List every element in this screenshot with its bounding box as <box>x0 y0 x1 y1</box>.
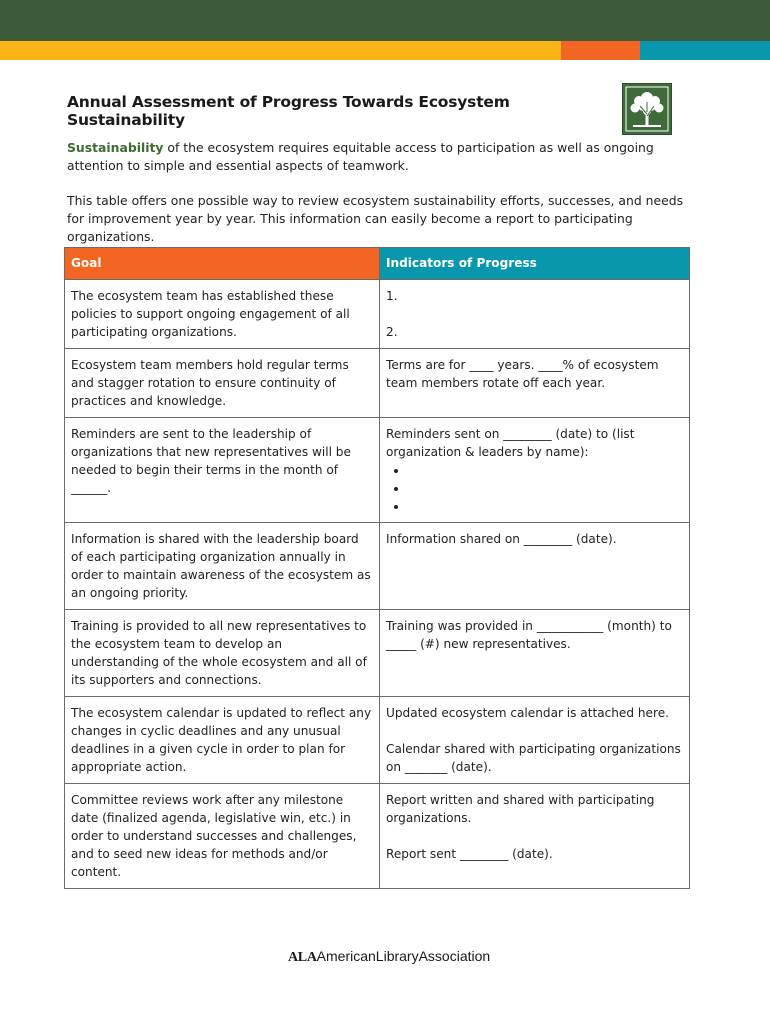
bullet-item <box>408 479 683 497</box>
intro-paragraph-1 <box>67 139 687 175</box>
goal-cell: The ecosystem team has established these policies to support ongoing engagement of all participating organizations. <box>65 280 380 349</box>
header-band <box>0 0 770 41</box>
indicators-column-header: Indicators of Progress <box>380 248 690 280</box>
table-row <box>65 280 690 349</box>
bullet-item <box>408 461 683 479</box>
ala-name: AmericanLibraryAssociation <box>316 948 491 964</box>
ala-abbreviation: ALA <box>288 950 317 965</box>
reminders-text: Reminders sent on ________ (date) to (list organization & leaders by name): <box>386 427 635 459</box>
indicator-cell <box>380 697 690 784</box>
leaders-bullet-list <box>386 461 683 515</box>
page-title: Annual Assessment of Progress Towards Ecosystem Sustainability <box>67 93 510 129</box>
bullet-item <box>408 497 683 515</box>
table-row <box>65 784 690 889</box>
intro-paragraph-1-text: of the ecosystem requires equitable access to participation as well as ongoing attention to simple and essential aspects of teamwork. <box>67 140 654 173</box>
tree-icon <box>622 83 672 135</box>
table-row <box>65 349 690 418</box>
indicator-item-1: Updated ecosystem calendar is attached here. <box>386 706 669 720</box>
indicator-item-2: 2. <box>386 325 398 339</box>
orange-stripe <box>561 41 640 60</box>
sustainability-keyword: Sustainability <box>67 140 164 155</box>
goal-cell: Training is provided to all new representatives to the ecosystem team to develop an understanding of the whole ecosystem and all of its supporters and connections. <box>65 610 380 697</box>
indicator-cell: Terms are for ____ years. ____% of ecosystem team members rotate off each year. <box>380 349 690 418</box>
intro-paragraph-2: This table offers one possible way to review ecosystem sustainability efforts, successes, and needs for improvement year by year. This information can easily become a report to participating organizations. <box>67 193 684 244</box>
indicator-item-1: 1. <box>386 289 398 303</box>
indicator-cell <box>380 784 690 889</box>
goal-cell: Reminders are sent to the leadership of organizations that new representatives will be needed to begin their terms in the month of ______. <box>65 418 380 523</box>
indicator-item-2: Calendar shared with participating organizations on _______ (date). <box>386 742 681 774</box>
indicator-item-2: Report sent ________ (date). <box>386 847 553 861</box>
goal-column-header: Goal <box>65 248 380 280</box>
table-row <box>65 610 690 697</box>
goal-cell: Committee reviews work after any milestone date (finalized agenda, legislative win, etc.) in order to understand successes and challenges, and to seed new ideas for methods and/or content. <box>65 784 380 889</box>
table-header-row <box>65 248 690 280</box>
indicator-cell <box>380 280 690 349</box>
goal-cell: Information is shared with the leadership board of each participating organization annually in order to maintain awareness of the ecosystem as an ongoing priority. <box>65 523 380 610</box>
teal-stripe <box>640 41 770 60</box>
indicator-cell <box>380 418 690 523</box>
table-row <box>65 418 690 523</box>
table-row <box>65 523 690 610</box>
indicator-cell: Information shared on ________ (date). <box>380 523 690 610</box>
yellow-stripe <box>0 41 561 60</box>
goal-cell: Ecosystem team members hold regular terms and stagger rotation to ensure continuity of practices and knowledge. <box>65 349 380 418</box>
goal-cell: The ecosystem calendar is updated to reflect any changes in cyclic deadlines and any unusual deadlines in a given cycle in order to plan for appropriate action. <box>65 697 380 784</box>
ala-footer-logo <box>288 948 490 966</box>
table-row <box>65 697 690 784</box>
indicator-item-1: Report written and shared with participating organizations. <box>386 793 655 825</box>
indicator-cell: Training was provided in ___________ (month) to _____ (#) new representatives. <box>380 610 690 697</box>
progress-table <box>64 247 690 889</box>
